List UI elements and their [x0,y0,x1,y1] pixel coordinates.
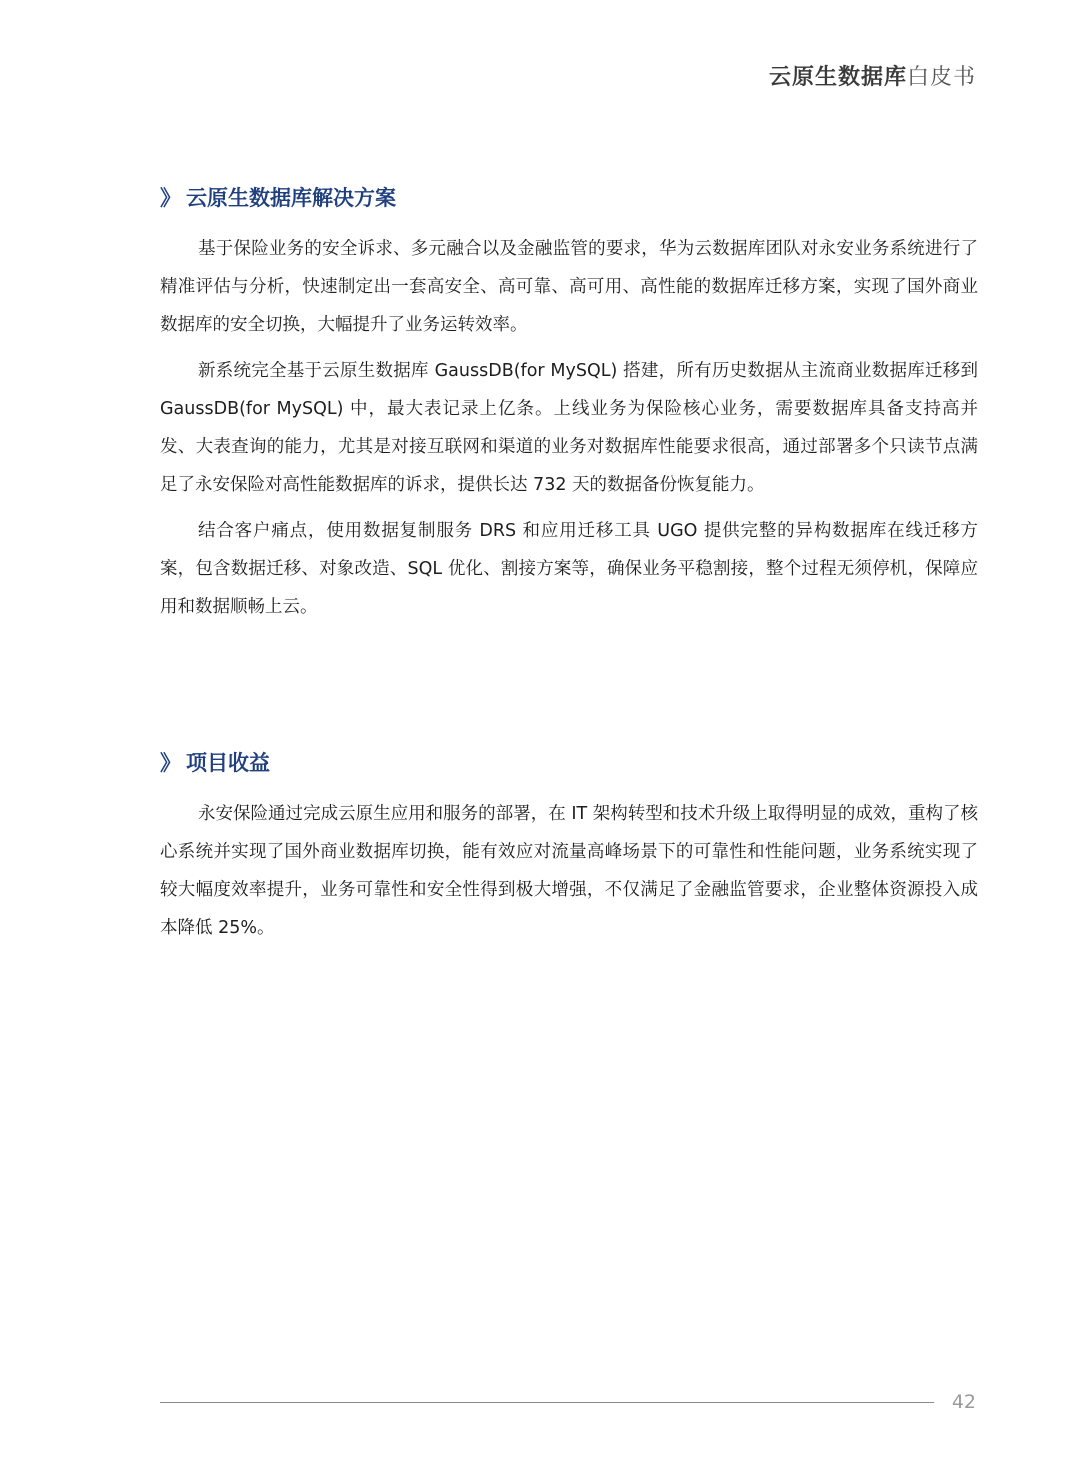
document-header-title [769,60,976,91]
section-heading [160,745,978,779]
page-number: 42 [951,1391,976,1413]
paragraph: 永安保险通过完成云原生应用和服务的部署，在 IT 架构转型和技术升级上取得明显的成效，重构了核心系统并实现了国外商业数据库切换，能有效应对流量高峰场景下的可靠性和性能问题，业务系统实现了较大幅度效率提升，业务可靠性和安全性得到极大增强，不仅满足了金融监管要求，企业整体资源投入成本降低 25%。 [160,804,978,938]
header-title-strong: 云原生数据库 [768,65,907,90]
footer-divider [160,1402,934,1403]
section-solution [160,180,978,626]
header-title-light: 白皮书 [906,65,976,90]
chevron-marker-icon: 》 [160,751,179,775]
paragraph: 结合客户痛点，使用数据复制服务 DRS 和应用迁移工具 UGO 提供完整的异构数据库在线迁移方案，包含数据迁移、对象改造、SQL 优化、割接方案等，确保业务平稳割接，整个过程无须停机，保障应用和数据顺畅上云。 [160,521,978,617]
paragraph: 新系统完全基于云原生数据库 GaussDB(for MySQL) 搭建，所有历史数据从主流商业数据库迁移到 GaussDB(for MySQL) 中，最大表记录上亿条。上线业务为保险核心业务，需要数据库具备支持高并发、大表查询的能力，尤其是对接互联网和渠道的业务对数据库性能要求很高，通过部署多个只读节点满足了永安保险对高性能数据库的诉求，提供长达 732 天的数据备份恢复能力。 [160,361,978,495]
section-benefits [160,745,978,947]
section-heading-text: 项目收益 [186,751,270,775]
chevron-marker-icon: 》 [160,186,179,210]
section-heading-text: 云原生数据库解决方案 [186,186,396,210]
paragraph: 基于保险业务的安全诉求、多元融合以及金融监管的要求，华为云数据库团队对永安业务系统进行了精准评估与分析，快速制定出一套高安全、高可靠、高可用、高性能的数据库迁移方案，实现了国外商业数据库的安全切换，大幅提升了业务运转效率。 [160,239,978,335]
section-heading [160,180,978,214]
